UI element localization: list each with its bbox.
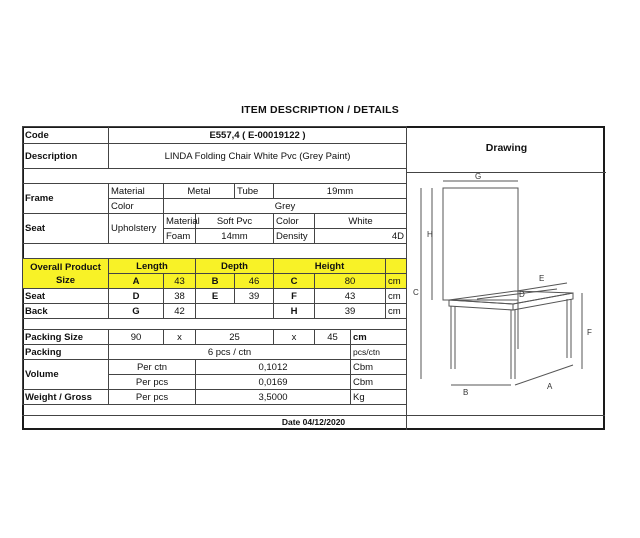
seat-material-label: Material xyxy=(164,214,196,229)
seat-foam: 14mm xyxy=(196,229,274,244)
weight-unit: Kg xyxy=(351,390,407,405)
dim-b-label: B xyxy=(196,274,235,289)
packing-size-unit: cm xyxy=(351,330,407,345)
seat-upholstery: Upholstery xyxy=(109,214,164,244)
length-header: Length xyxy=(109,259,196,274)
details-table xyxy=(22,126,406,405)
dim-f-value: 43 xyxy=(315,289,386,304)
dim-h-value: 39 xyxy=(315,304,386,319)
dim-d-label: D xyxy=(109,289,164,304)
volume-label: Volume xyxy=(23,360,109,390)
seat-density: 4D xyxy=(315,229,407,244)
description-value: LINDA Folding Chair White Pvc (Grey Paint) xyxy=(109,144,407,169)
frame-tube: 19mm xyxy=(274,184,407,199)
packing-size-v3: 45 xyxy=(315,330,351,345)
dim-g-value: 42 xyxy=(164,304,196,319)
seat-dims-label: Seat xyxy=(23,289,109,304)
depth-header: Depth xyxy=(196,259,274,274)
packing-value: 6 pcs / ctn xyxy=(109,345,351,360)
packing-size-label: Packing Size xyxy=(23,330,109,345)
seat-color: White xyxy=(315,214,407,229)
packing-size-x1: x xyxy=(164,330,196,345)
overall-unit: cm xyxy=(386,274,407,289)
weight-label: Weight / Gross xyxy=(23,390,109,405)
back-dims-label: Back xyxy=(23,304,109,319)
packing-label: Packing xyxy=(23,345,109,360)
dim-d-value: 38 xyxy=(164,289,196,304)
volume-unit-pcs: Cbm xyxy=(351,375,407,390)
height-header: Height xyxy=(274,259,386,274)
dim-e-label: E xyxy=(196,289,235,304)
seat-label: Seat xyxy=(23,214,109,244)
packing-size-v2: 25 xyxy=(196,330,274,345)
dim-h-label: H xyxy=(274,304,315,319)
dim-f-label: F xyxy=(274,289,315,304)
dim-letter-c: C xyxy=(413,288,419,297)
volume-per-ctn-label: Per ctn xyxy=(109,360,196,375)
frame-tube-label: Tube xyxy=(235,184,274,199)
weight-value: 3,5000 xyxy=(196,390,351,405)
dim-c-value: 80 xyxy=(315,274,386,289)
seat-foam-label: Foam xyxy=(164,229,196,244)
dim-letter-e: E xyxy=(539,274,545,283)
chair-backrest xyxy=(443,188,518,300)
packing-size-v1: 90 xyxy=(109,330,164,345)
dim-letter-f: F xyxy=(587,328,592,337)
weight-per-pcs-label: Per pcs xyxy=(109,390,196,405)
dim-letter-d: D xyxy=(519,290,525,299)
frame-material: Metal xyxy=(164,184,235,199)
dim-letter-b: B xyxy=(463,388,469,397)
dim-g-label: G xyxy=(109,304,164,319)
seat-color-label: Color xyxy=(274,214,315,229)
description-label: Description xyxy=(23,144,109,169)
volume-per-pcs-label: Per pcs xyxy=(109,375,196,390)
volume-unit-ctn: Cbm xyxy=(351,360,407,375)
dim-letter-a: A xyxy=(547,382,553,391)
back-dims-unit: cm xyxy=(386,304,407,319)
dim-b-value: 46 xyxy=(235,274,274,289)
seat-density-label: Density xyxy=(274,229,315,244)
dim-letter-h: H xyxy=(427,230,433,239)
packing-size-x2: x xyxy=(274,330,315,345)
chair-drawing xyxy=(407,173,606,428)
code-label: Code xyxy=(23,127,109,144)
seat-material: Soft Pvc xyxy=(196,214,274,229)
dim-a-value: 43 xyxy=(164,274,196,289)
dim-e-value: 39 xyxy=(235,289,274,304)
frame-color-label: Color xyxy=(109,199,164,214)
date-footer: Date 04/12/2020 xyxy=(22,415,605,429)
drawing-title: Drawing xyxy=(485,142,528,154)
drawing-panel xyxy=(406,126,605,430)
frame-label: Frame xyxy=(23,184,109,214)
dim-a-label: A xyxy=(109,274,164,289)
packing-unit: pcs/ctn xyxy=(351,345,407,360)
page-title: ITEM DESCRIPTION / DETAILS xyxy=(241,104,399,116)
volume-per-ctn: 0,1012 xyxy=(196,360,351,375)
dim-letter-g: G xyxy=(475,172,482,181)
seat-dims-unit: cm xyxy=(386,289,407,304)
code-value: E557,4 ( E-00019122 ) xyxy=(109,127,407,144)
frame-color: Grey xyxy=(164,199,407,214)
overall-size-label: Overall Product Size xyxy=(23,259,109,289)
volume-per-pcs: 0,0169 xyxy=(196,375,351,390)
dim-c-label: C xyxy=(274,274,315,289)
frame-material-label: Material xyxy=(109,184,164,199)
